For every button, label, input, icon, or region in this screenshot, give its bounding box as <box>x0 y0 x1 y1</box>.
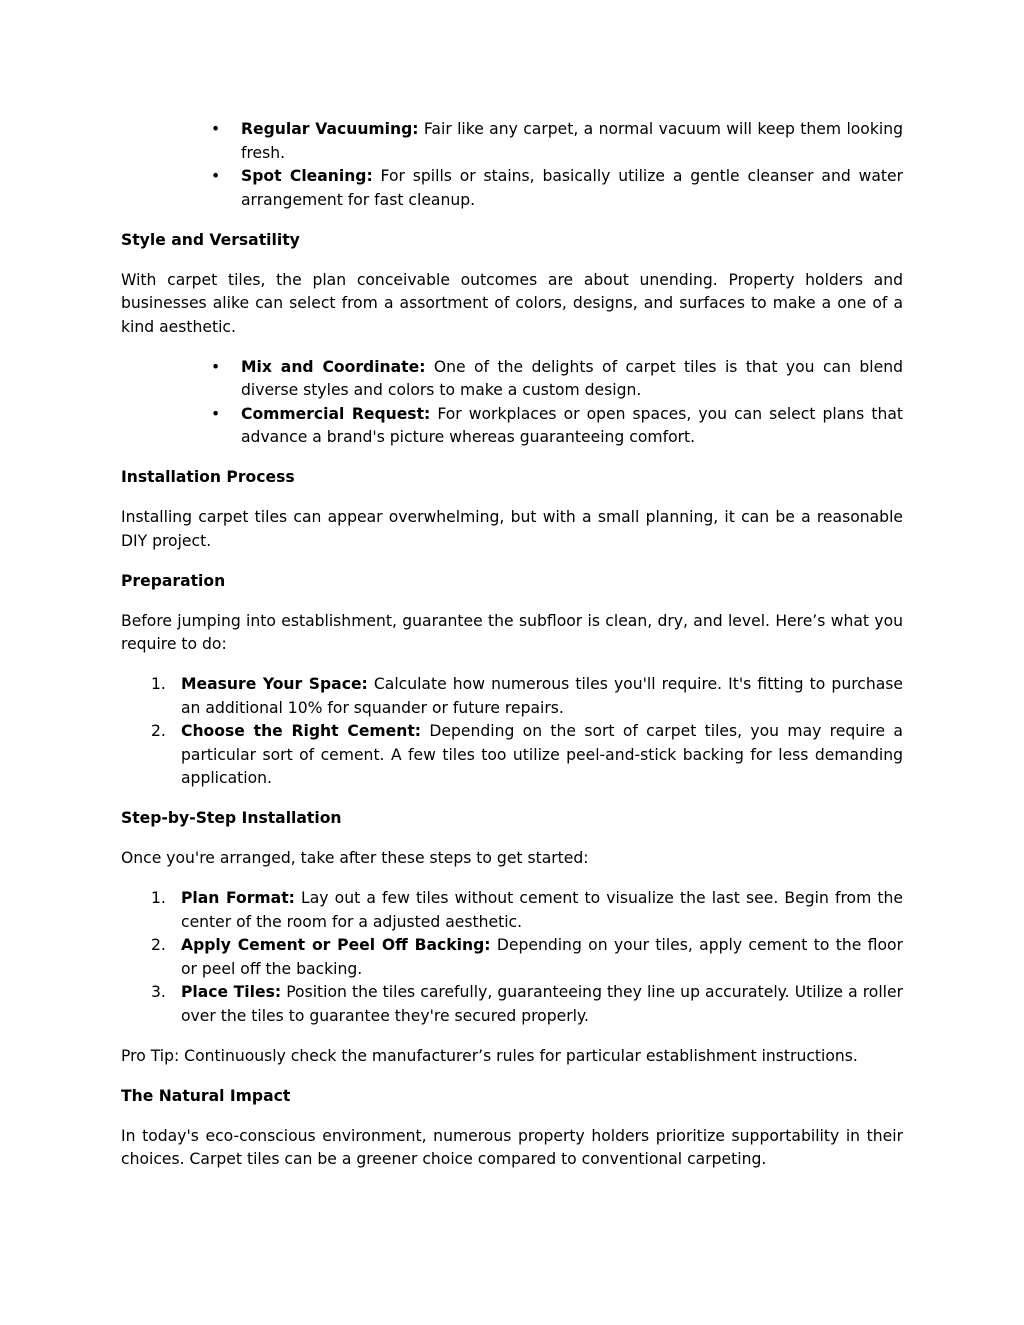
list-item <box>121 356 903 403</box>
list-item-text: One of the delights of carpet tiles is that you can blend diverse styles and colors to make a custom design. <box>241 357 903 399</box>
steps-list <box>121 887 903 1028</box>
list-item-text: Position the tiles carefully, guaranteeing they line up accurately. Utilize a roller over the tiles to guarantee they're secured properly. <box>181 983 904 1025</box>
document-page <box>121 118 903 1188</box>
list-item-text: Fair like any carpet, a normal vacuum will keep them looking fresh. <box>241 120 903 162</box>
list-item-text: For workplaces or open spaces, you can select plans that advance a brand's picture whereas guaranteeing comfort. <box>241 404 904 446</box>
paragraph-pro-tip: Pro Tip: Continuously check the manufacturer’s rules for particular establishment instructions. <box>121 1046 858 1065</box>
paragraph-style: With carpet tiles, the plan conceivable outcomes are about unending. Property holders and businesses alike can select from a assortment of colors, designs, and surfaces to make a one of a kind aesthetic. <box>121 270 903 336</box>
list-number: 1. <box>151 889 166 907</box>
list-item-text: Depending on the sort of carpet tiles, you may require a particular sort of cement. A few tiles too utilize peel-and-stick backing for less demanding application. <box>181 722 903 787</box>
preparation-list <box>121 673 903 791</box>
list-item-text: Lay out a few tiles without cement to visualize the last see. Begin from the center of the room for a adjusted aesthetic. <box>181 889 903 931</box>
list-number: 1. <box>151 675 166 693</box>
list-item <box>121 887 903 934</box>
maintenance-list <box>121 118 903 212</box>
list-number: 2. <box>151 936 166 954</box>
list-number: 2. <box>151 722 166 740</box>
section-heading-preparation: Preparation <box>121 571 226 590</box>
list-item-term: Plan Format: <box>181 889 295 907</box>
bullet-icon: • <box>211 404 221 423</box>
list-item <box>121 981 903 1028</box>
list-item-term: Place Tiles: <box>181 983 282 1001</box>
list-item <box>121 118 903 165</box>
bullet-icon: • <box>211 120 221 138</box>
paragraph-preparation: Before jumping into establishment, guarantee the subfloor is clean, dry, and level. Here’s what you require to do: <box>121 611 903 653</box>
list-item-text: Depending on your tiles, apply cement to the floor or peel off the backing. <box>181 936 903 978</box>
section-heading-steps: Step-by-Step Installation <box>121 809 342 827</box>
style-list <box>121 356 903 450</box>
list-item-text: For spills or stains, basically utilize a gentle cleanser and water arrangement for fast cleanup. <box>241 167 904 209</box>
list-item-term: Commercial Request: <box>241 404 431 423</box>
bullet-icon: • <box>211 167 221 185</box>
list-item <box>121 720 903 791</box>
section-heading-installation: Installation Process <box>121 468 295 486</box>
list-item <box>121 673 903 720</box>
list-item <box>121 165 903 212</box>
list-item-term: Measure Your Space: <box>181 675 368 693</box>
list-item-term: Regular Vacuuming: <box>241 120 419 138</box>
list-item-term: Spot Cleaning: <box>241 167 373 185</box>
paragraph-natural-impact: In today's eco-conscious environment, numerous property holders prioritize supportability in their choices. Carpet tiles can be a greener choice compared to conventional carpeting. <box>121 1126 903 1168</box>
list-item-term: Mix and Coordinate: <box>241 357 426 376</box>
list-item <box>121 934 903 981</box>
section-heading-natural-impact: The Natural Impact <box>121 1086 291 1105</box>
section-heading-style: Style and Versatility <box>121 230 300 249</box>
paragraph-installation: Installing carpet tiles can appear overwhelming, but with a small planning, it can be a reasonable DIY project. <box>121 508 903 550</box>
list-number: 3. <box>151 983 166 1001</box>
paragraph-steps: Once you're arranged, take after these steps to get started: <box>121 849 589 867</box>
list-item-term: Apply Cement or Peel Off Backing: <box>181 936 491 954</box>
bullet-icon: • <box>211 357 221 376</box>
list-item-text: Calculate how numerous tiles you'll require. It's fitting to purchase an additional 10% for squander or future repairs. <box>181 675 903 717</box>
list-item-term: Choose the Right Cement: <box>181 722 422 740</box>
list-item <box>121 403 903 450</box>
